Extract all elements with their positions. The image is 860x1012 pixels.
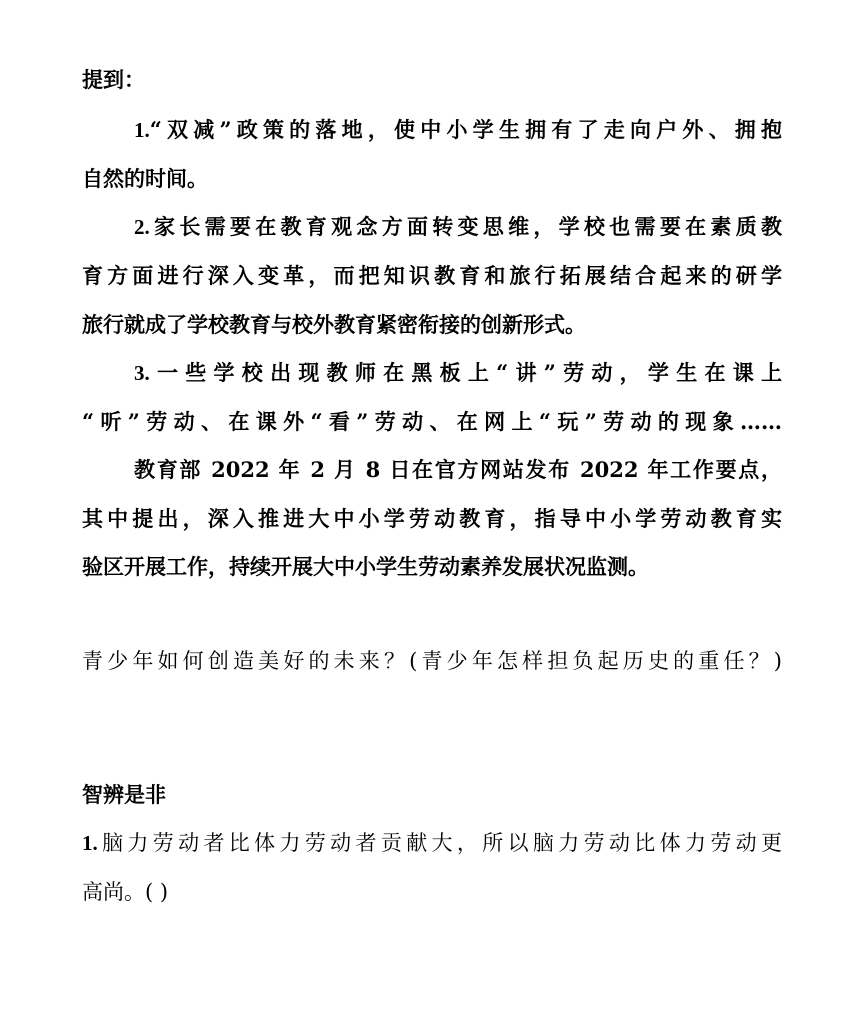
point-2-line-1	[134, 213, 782, 241]
point-2-text-1: 家长需要在教育观念方面转变思维，学校也需要在素质教	[149, 214, 782, 239]
point-2-line-2: 育方面进行深入变革，而把知识教育和旅行拓展结合起来的研学	[82, 263, 782, 288]
item-1-text-1: 脑力劳动者比体力劳动者贡献大，所以脑力劳动比体力劳动更	[97, 831, 782, 855]
ministry-paragraph-line-3: 验区开展工作，持续开展大中小学生劳动素养发展状况监测。	[82, 554, 649, 579]
item-1-line-1	[82, 829, 782, 857]
section-title: 智辨是非	[82, 782, 166, 807]
question-text: 青少年如何创造美好的未来？(青少年怎样担负起历史的重任？)	[82, 649, 782, 673]
point-1-text-1: “双减”政策的落地，使中小学生拥有了走向户外、拥抱	[149, 117, 782, 142]
ministry-paragraph-line-2: 其中提出，深入推进大中小学劳动教育，指导中小学劳动教育实	[82, 506, 782, 531]
item-1-line-2: 高尚。( )	[82, 880, 169, 904]
point-2-line-3: 旅行就成了学校教育与校外教育紧密衔接的创新形式。	[82, 312, 586, 337]
point-1-number: 1.	[134, 118, 150, 142]
point-2-number: 2.	[134, 215, 150, 239]
item-1-number: 1.	[82, 831, 98, 855]
point-3-line-1	[134, 359, 782, 387]
intro-text: 提到：	[82, 67, 145, 92]
ministry-paragraph-line-1: 教育部 2022 年 2 月 8 日在官方网站发布 2022 年工作要点，	[134, 457, 782, 482]
point-3-number: 3.	[134, 361, 150, 385]
point-3-line-2: “听”劳动、在课外“看”劳动、在网上“玩”劳动的现象……	[82, 409, 782, 434]
point-3-text-1: 一些学校出现教师在黑板上“讲”劳动，学生在课上	[149, 360, 782, 385]
point-1-line-1	[134, 116, 782, 144]
point-1-line-2: 自然的时间。	[82, 166, 208, 191]
